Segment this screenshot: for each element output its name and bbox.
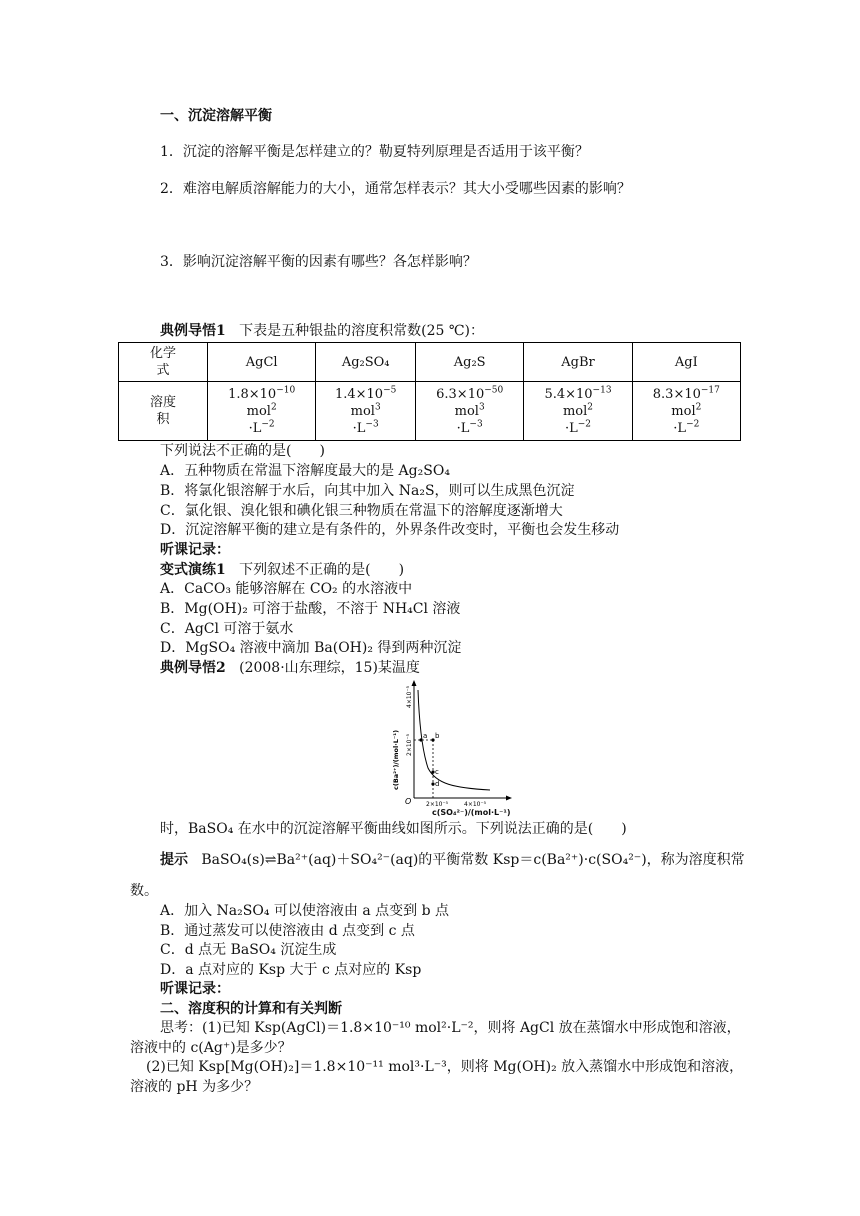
hint-text: BaSO₄(s)⇌Ba²⁺(aq)＋SO₄²⁻(aq)的平衡常数 Ksp＝c(Ba²⁺)·c(SO₄²⁻)，称为溶度积常 [201,852,745,868]
solubility-curve-figure [372,678,512,810]
question-2: 2．难溶电解质溶解能力的大小，通常怎样表示？其大小受哪些因素的影响？ [160,181,631,197]
label-d: d [435,780,440,788]
x-axis-label: c(SO₄²⁻)/(mol·L⁻¹) [432,808,511,817]
section1-title: 一、沉淀溶解平衡 [160,108,272,124]
table-row-ksp [119,382,741,441]
ksp-table [118,342,741,441]
example1-option-c: C．氯化银、溴化银和碘化银三种物质在常温下的溶解度逐渐增大 [160,503,563,519]
variant1-label: 变式演练1 [160,562,226,578]
ksp-cell: $6.3\times 10^{-50}$ mol$^3$ $\cdot L^{-3}$ [416,382,524,441]
example1-label: 典例导悟1 [160,323,226,339]
example2-cont: 时，BaSO₄ 在水中的沉淀溶解平衡曲线如图所示。下列说法正确的是( ) [160,821,627,837]
example2-heading [160,659,420,677]
example1-option-a: A．五种物质在常温下溶解度最大的是 Ag₂SO₄ [160,463,450,479]
formula-cell: Ag₂SO₄ [316,343,416,382]
think-2: (2)已知 Ksp[Mg(OH)₂]＝1.8×10⁻¹¹ mol³·L⁻³，则将 Mg(OH)₂ 放入蒸馏水中形成饱和溶液， [146,1059,744,1075]
variant1-text: 下列叙述不正确的是( ) [239,562,405,578]
variant1-option-a: A．CaCO₃ 能够溶解在 CO₂ 的水溶液中 [160,581,413,597]
hint-line [160,851,745,869]
variant1-option-c: C．AgCl 可溶于氨水 [160,621,294,637]
x-tick-4e-5: 4×10⁻⁵ [464,801,487,808]
y-axis-label: c(Ba²⁺)/(mol·L⁻¹) [392,729,400,790]
think-1-cont: 溶液中的 c(Ag⁺)是多少？ [130,1040,292,1056]
y-tick-4e-5: 4×10⁻⁵ [406,685,413,708]
example1-question: 下列说法不正确的是( ) [160,443,325,459]
header-label-line1: 化学 [149,346,176,361]
example2-option-a: A．加入 Na₂SO₄ 可以使溶液由 a 点变到 b 点 [160,903,450,919]
section2-title: 二、溶度积的计算和有关判断 [160,1001,342,1017]
example2-option-d: D．a 点对应的 Ksp 大于 c 点对应的 Ksp [160,962,422,978]
x-tick-2e-5: 2×10⁻⁵ [426,801,449,808]
think-2-cont: 溶液的 pH 为多少？ [130,1079,259,1095]
example2-source: (2008·山东理综，15)某温度 [239,660,420,676]
example1-option-b: B．将氯化银溶解于水后，向其中加入 Na₂S，则可以生成黑色沉淀 [160,483,575,499]
variant1-option-d: D．MgSO₄ 溶液中滴加 Ba(OH)₂ 得到两种沉淀 [160,640,462,656]
table-row-formula [119,343,741,382]
example1-heading [160,322,484,340]
example2-option-b: B．通过蒸发可以使溶液由 d 点变到 c 点 [160,923,415,939]
origin-label: O [405,797,412,806]
formula-cell: AgBr [524,343,632,382]
x-axis-arrow [506,796,512,801]
y-axis-arrow [412,680,417,686]
equilibrium-curve [418,690,490,790]
variant1-heading [160,561,404,579]
header-label-line2: 式 [156,363,170,378]
example1-option-d: D．沉淀溶解平衡的建立是有条件的，外界条件改变时，平衡也会发生移动 [160,522,620,538]
example2-option-c: C．d 点无 BaSO₄ 沉淀生成 [160,942,337,958]
ksp-cell: $8.3\times 10^{-17}$ mol$^2$ $\cdot L^{-2}$ [632,382,740,441]
hint-label: 提示 [160,852,188,868]
y-tick-2e-5: 2×10⁻⁵ [406,733,413,756]
example1-text: 下表是五种银盐的溶度积常数(25 ℃)： [239,323,484,339]
row-label-line1: 溶度 [149,395,176,410]
label-b: b [435,732,440,740]
question-1: 1．沉淀的溶解平衡是怎样建立的？勒夏特列原理是否适用于该平衡？ [160,144,589,160]
label-c: c [435,768,439,776]
question-3: 3．影响沉淀溶解平衡的因素有哪些？各怎样影响？ [160,254,477,270]
example2-label: 典例导悟2 [160,660,226,676]
variant1-option-b: B．Mg(OH)₂ 可溶于盐酸，不溶于 NH₄Cl 溶液 [160,601,461,617]
formula-cell: AgI [632,343,740,382]
formula-cell: AgCl [208,343,316,382]
ksp-cell: $1.4\times 10^{-5}$ mol$^3$ $\cdot L^{-3}$ [316,382,416,441]
row-label-cell [119,382,208,441]
label-a: a [423,732,428,740]
ksp-cell: $5.4\times 10^{-13}$ mol$^2$ $\cdot L^{-2}$ [524,382,632,441]
formula-cell: Ag₂S [416,343,524,382]
example1-notes: 听课记录： [160,542,230,558]
header-label-cell [119,343,208,382]
row-label-line2: 积 [156,412,170,427]
hint-cont: 数。 [130,883,158,899]
ksp-cell: $1.8\times 10^{-10}$ mol$^2$ $\cdot L^{-2}$ [208,382,316,441]
example2-notes: 听课记录： [160,981,230,997]
think-1: 思考：(1)已知 Ksp(AgCl)＝1.8×10⁻¹⁰ mol²·L⁻²，则将 AgCl 放在蒸馏水中形成饱和溶液， [160,1020,741,1036]
